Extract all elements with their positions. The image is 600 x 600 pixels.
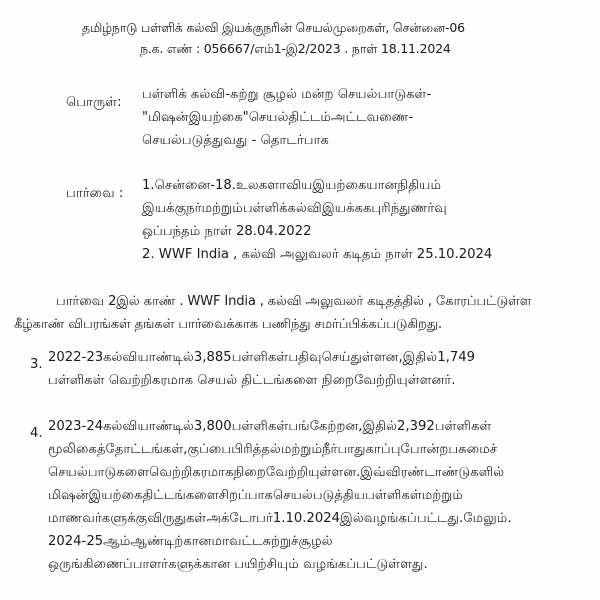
word: திட்டங்களை (142, 488, 219, 503)
reference-text (142, 174, 524, 266)
word: பாதுகாப்பு (337, 442, 401, 457)
reference-label: பார்வை : (66, 186, 124, 201)
word: "மிஷன் (142, 110, 189, 125)
word: இயக்குநர் (142, 201, 202, 216)
word: உலகளாவிய (235, 178, 313, 193)
word: பள்ளிகள் (231, 350, 289, 365)
subject-text (142, 83, 520, 152)
word: இயற்கை" (188, 110, 249, 125)
point-4-number: 4. (30, 426, 43, 441)
word: பிரித்தல் (231, 442, 281, 457)
point-4-line-4 (48, 484, 578, 507)
word: மாவட்ட (211, 534, 263, 549)
word: சிறப்பாக (218, 488, 273, 503)
word: 1. (142, 178, 155, 193)
reference-item-1-line-3 (142, 220, 524, 243)
reference-item-1-line-1 (142, 174, 524, 197)
word: சுற்றுச்சூழல் (262, 534, 333, 549)
point-4-text (48, 415, 578, 576)
word: மாணவர்களுக்கு (48, 511, 148, 526)
reference-item-1-line-2 (142, 197, 524, 220)
word: 2023-24 (48, 419, 104, 434)
point-4-line-2 (48, 438, 578, 461)
word: பள்ளிகள் (231, 419, 289, 434)
word: சென்னை-18. (154, 178, 236, 193)
word: அக்டோபர் (206, 511, 273, 526)
word: நிறைவேற்றியுள்ளன. (233, 465, 361, 480)
intro-line-2: கீழ்காண் விபரங்கள் தங்கள் பார்வைக்காக பணிந்து சமர்ப்பிக்கப்படுகிறது. (14, 317, 443, 332)
word: மற்றும் (280, 442, 323, 457)
subject-line-3 (142, 129, 520, 152)
word: ஒப்பந்தம் நாள் 28.04.2022 (142, 224, 312, 239)
point-4-line-1 (48, 415, 578, 438)
word: ஆண்டிற்கான (130, 534, 212, 549)
word: விருதுகள் (147, 511, 207, 526)
point-3-line-2 (48, 369, 578, 392)
word: நிதியம் (397, 178, 442, 193)
word: பள்ளிகள் (365, 488, 422, 503)
subject-line-2 (142, 106, 520, 129)
word: இயற்கையான (312, 178, 398, 193)
word: கல்வி (287, 201, 322, 216)
word: பள்ளிகள் வெற்றிகரமாக செயல் திட்டங்களை நிறைவேற்றியுள்ளனர். (48, 373, 456, 388)
word: - (225, 87, 231, 102)
subject-line-1 (142, 83, 520, 106)
reference-number-line: ந.க. எண் : 056667/எம்1-இ2/2023 . நாள் 18.11.2024 (140, 41, 451, 56)
word: மற்றும் (201, 201, 243, 216)
intro-line-1: பார்வை 2இல் காண் . WWF India , கல்வி அலுவலர் கடிதத்தில் , கோரப்பட்டுள்ள (56, 294, 532, 309)
word: போன்ற (400, 442, 449, 457)
word: திட்டம் (288, 110, 331, 125)
word: இயற்கை (88, 488, 143, 503)
reference-item-2: 2. WWF India , கல்வி அலுவலர் கடிதம் நாள் 25.10.2024 (142, 247, 493, 262)
word: பள்ளிக் (242, 201, 288, 216)
word: தோட்டங்கள், (105, 442, 188, 457)
word: நீர் (322, 442, 338, 457)
word: செயல்பாடுகளை (48, 465, 150, 480)
word: பசுமைச் (448, 442, 498, 457)
word: 1.10.2024 (272, 511, 340, 526)
word: செயல்படுத்துவது - தொடர்பாக (142, 133, 329, 148)
point-4-line-6 (48, 530, 578, 553)
word: ஆம் (103, 534, 131, 549)
point-4-line-7 (48, 553, 578, 576)
word: சுற்று சூழல் மன்ற செயல்பாடுகள் (230, 87, 427, 102)
word: வெற்றிகரமாக (149, 465, 234, 480)
word: இல் (340, 511, 364, 526)
word: - (426, 87, 432, 102)
word: 2024-25 (48, 534, 104, 549)
word: 3,885 (193, 350, 232, 365)
word: இயக்கக (321, 201, 372, 216)
point-4-line-5 (48, 507, 578, 530)
word: மற்றும் (421, 488, 463, 503)
word: 2,392 (397, 419, 435, 434)
word: பங்கேற்றன, (288, 419, 363, 434)
word: 3,800 (193, 419, 232, 434)
word: அட்டவணை (330, 110, 409, 125)
point-3-line-1 (48, 346, 578, 369)
word: ஒருங்கிணைப்பாளர்களுக்கான பயிற்சியும் வழங்கப்பட்டுள்ளது. (48, 557, 428, 572)
word: 2022-23 (48, 350, 104, 365)
point-3-number: 3. (30, 357, 43, 372)
word: 1,749 (437, 350, 476, 365)
word: பள்ளிக் கல்வி (142, 87, 226, 102)
word: பதிவு (288, 350, 322, 365)
word: - (408, 110, 414, 125)
point-3-text (48, 346, 578, 392)
word: புரிந்துணர்வு (371, 201, 447, 216)
word: இவ்விரண்டாண்டுகளில் (360, 465, 505, 480)
office-heading: தமிழ்நாடு பள்ளிக் கல்வி இயக்குநரின் செயல்முறைகள், சென்னை-06 (82, 20, 465, 35)
word: செய்துள்ளன, (321, 350, 403, 365)
word: செயல் (248, 110, 289, 125)
word: மிஷன் (48, 488, 89, 503)
word: பள்ளிகள் (434, 419, 492, 434)
word: கல்வியாண்டில் (103, 350, 194, 365)
subject-label: பொருள்: (66, 95, 122, 110)
word: வழங்கப்பட்டது. (363, 511, 464, 526)
word: இதில் (402, 350, 438, 365)
word: குப்பை (187, 442, 232, 457)
point-4-line-3 (48, 461, 578, 484)
word: மூலிகைத் (48, 442, 106, 457)
word: மேலும் (463, 511, 508, 526)
word: . (507, 511, 512, 526)
word: கல்வியாண்டில் (103, 419, 194, 434)
word: இதில் (362, 419, 398, 434)
word: செயல்படுத்திய (273, 488, 366, 503)
